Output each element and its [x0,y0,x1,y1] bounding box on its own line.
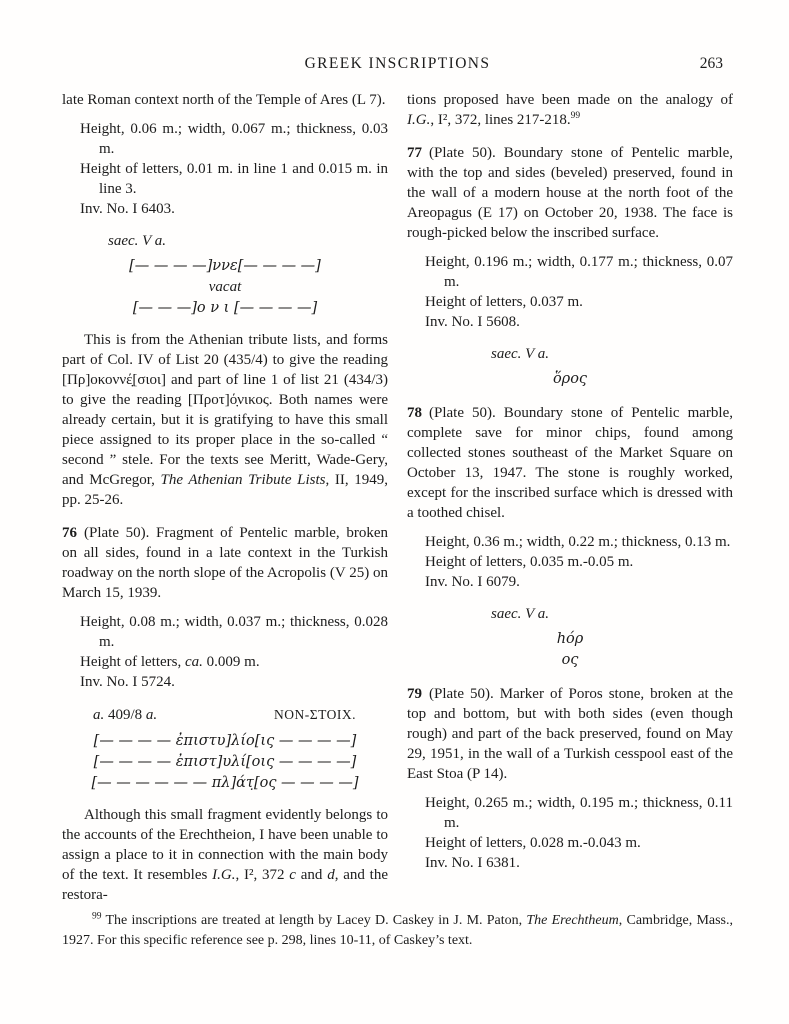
text-run-italic: a. [145,707,158,723]
text-run: 0.009 m. [202,654,260,670]
paragraph-erechtheion [62,805,388,905]
text-run: , and the restora- [62,867,388,903]
spec-inventory-number: Inv. No. I 6381. [425,855,520,871]
left-column [62,90,388,905]
inscription-block-i5724 [62,731,388,794]
text-run-italic: c [289,867,296,883]
text-run-italic: The Erechtheum [526,913,619,928]
text-run: and [295,867,328,883]
footnote-marker: 99 [92,911,102,922]
entry-76 [62,523,388,603]
spec-letter-height: Height of letters, 0.028 m.-0.043 m. [425,835,641,851]
entry-79 [407,684,733,784]
text-run: This is from the Athenian tribute lists, and forms part of Col. IV of List 20 (435/4) to give the reading [Πρ]οκοννέ̣[σιοι] and part of line 1 of list 21 (434/3) to give the reading [Προτ]ό̣νικος. Both names were already certain, but it is gratifying to have this small piece assigned to its proper place in the so-called “ second ” stele. For the texts see Meritt, Wade-Gery, and McGregor, [62,332,388,488]
text-run: , II, 1949, pp. 25-26. [62,472,388,508]
footnote-reference: 99 [570,111,581,121]
inscription-line: [— — — —]ννε[— — — —] [129,258,321,274]
text-run: (Plate 50). Fragment of Pentelic marble, broken on all sides, found in a late context in the Turkish roadway on the north slope of the Acropolis (V 25) on March 15, 1939. [62,525,388,601]
spec-letter-height: Height of letters, 0.035 m.-0.05 m. [425,554,634,570]
inscription-line: [— — — — ἐπιστ]υλί[οις — — — —] [93,754,357,770]
text-run: , I², 372, lines 217-218. [430,112,571,128]
spec-inventory-number: Inv. No. I 5608. [425,314,520,330]
spec-dimensions: Height, 0.08 m.; width, 0.037 m.; thickness, 0.028 m. [80,614,388,650]
page-number: 263 [699,55,723,72]
spec-inventory-number: Inv. No. I 6079. [425,574,520,590]
entry-number: 79 [407,686,422,702]
text-run: 409/8 [104,707,146,723]
two-column-text [62,90,733,905]
text-run-italic: ca. [184,654,203,670]
entry-number: 76 [62,525,77,541]
text-run: (Plate 50). Boundary stone of Pentelic marble, with the top and sides (beveled) preserved, found in the wall of a modern house at the north foot of the Areopagus (E 17) on October 20, 1938. The face is rough-picked below the inscribed surface. [407,145,733,241]
inscription-line: [— — —]ο ν ι [— — — —] [132,300,318,316]
text-run: , Cambridge, Mass., 1927. For this specific reference see p. 298, lines 10-11, of Caskey’s text. [62,913,734,948]
date-heading: saec. V a. [108,233,167,249]
specs-block-i5608 [407,252,733,332]
inscription-block-i5608 [407,369,733,390]
text-run: Height of letters, [80,654,185,670]
page-title: GREEK INSCRIPTIONS [304,55,491,72]
spec-dimensions: Height, 0.06 m.; width, 0.067 m.; thickness, 0.03 m. [80,121,388,157]
inscription-date [93,705,157,725]
date-heading: saec. V a. [491,346,550,362]
entry-77 [407,143,733,243]
entry-number: 77 [407,145,422,161]
specs-block-i6381 [407,793,733,873]
date-heading: saec. V a. [491,606,550,622]
paragraph-continuation [407,90,733,130]
text-run: Although this small fragment evidently belongs to the accounts of the Erechtheion, I have been unable to assign a place to it in connection with the main body of the text. It resembles [62,807,388,883]
specs-block-i6079 [407,532,733,592]
spec-letter-height: Height of letters, 0.037 m. [425,294,583,310]
stoichedon-label: NON-ΣΤΟΙΧ. [274,707,356,722]
spec-inventory-number: Inv. No. I 5724. [80,674,175,690]
specs-block-i6403 [62,119,388,219]
text-run: (Plate 50). Marker of Poros stone, broken at the top and bottom, but with both sides (even though rough) and part of the back preserved, found on May 29, 1951, in the wall of a Turkish cesspool east of the East Stoa (P 14). [407,686,733,782]
text-run-italic: I.G. [407,112,431,128]
footnote-text [62,911,733,951]
inscription-block-i6403 [62,256,388,319]
specs-block-i5724 [62,612,388,692]
inscription-header-76 [62,705,388,725]
text-run: (Plate 50). Boundary stone of Pentelic marble, complete save for minor chips, found among collected stones southeast of the Market Square on October 13, 1947. The stone is roughly worked, except for the inscribed surface which is dressed with a toothed chisel. [407,405,733,521]
entry-number: 78 [407,405,422,421]
entry-78 [407,403,733,523]
inscription-line: ὅρος [552,371,588,387]
spec-letter-height [62,652,388,672]
text-run: , I², 372 [235,867,290,883]
vacat-label: vacat [208,279,242,295]
inscription-line: hόρ [556,631,584,647]
spec-dimensions: Height, 0.196 m.; width, 0.177 m.; thickness, 0.07 m. [425,254,733,290]
text-run-italic: I.G. [212,867,236,883]
inscription-line: ος [561,652,579,668]
inscription-block-i6079 [407,629,733,671]
paragraph-tribute-lists [62,330,388,510]
spec-inventory-number: Inv. No. I 6403. [80,201,175,217]
paragraph-continuation: late Roman context north of the Temple of Ares (L 7). [62,92,386,108]
footnote-99 [62,911,733,951]
spec-dimensions: Height, 0.265 m.; width, 0.195 m.; thickness, 0.11 m. [425,795,733,831]
text-run: The inscriptions are treated at length by Lacey D. Caskey in J. M. Paton, [101,913,527,928]
text-run-italic: d [327,867,335,883]
text-run-italic: a. [93,707,105,723]
inscription-line: [— — — — — — πλ]άτ̣[ος — — — —] [91,775,359,791]
spec-dimensions: Height, 0.36 m.; width, 0.22 m.; thickness, 0.13 m. [425,534,731,550]
running-header [62,55,733,77]
inscription-line: [— — — — ἐπιστυ]λίο[ις — — — —] [93,733,357,749]
spec-letter-height: Height of letters, 0.01 m. in line 1 and 0.015 m. in line 3. [80,161,388,197]
right-column [407,90,733,905]
text-run: tions proposed have been made on the analogy of [407,92,733,108]
text-run-italic: The Athenian Tribute Lists [160,472,326,488]
